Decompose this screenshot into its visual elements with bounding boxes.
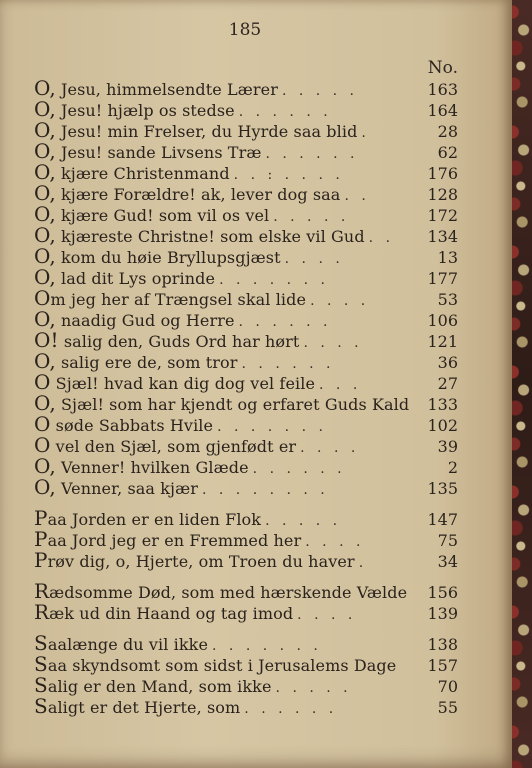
hymn-number: 133	[427, 395, 458, 414]
hymn-number: 121	[427, 332, 458, 351]
index-entry-row	[34, 414, 458, 435]
dot-leader: . . . . .	[275, 680, 352, 696]
dot-leader: . . . . . .	[241, 356, 335, 372]
dot-leader: . . . . . . .	[217, 419, 327, 435]
hymn-number: 134	[427, 227, 458, 246]
hymn-title: O, kjære Forældre! ak, lever dog saa	[34, 181, 341, 205]
hymn-title: O Sjæl! hvad kan dig dog vel feile	[34, 370, 316, 394]
hymn-number: 172	[427, 206, 458, 225]
index-entry-row	[34, 267, 458, 288]
dot-leader: . . . . . .	[252, 461, 346, 477]
index-entry-row	[34, 550, 458, 571]
index-entry-row	[34, 288, 458, 309]
hymn-number: 53	[437, 290, 458, 309]
hymn-title: Rædsomme Død, som med hærskende Vælde	[34, 579, 408, 603]
hymn-number: 138	[427, 635, 458, 654]
index-entry-row	[34, 246, 458, 267]
dot-leader: . . . . . . .	[219, 272, 329, 288]
index-entry-row	[34, 581, 458, 602]
hymn-number: 157	[427, 656, 458, 675]
dot-leader: . . . .	[284, 251, 344, 267]
index-entry-row	[34, 225, 458, 246]
hymn-title: Paa Jord jeg er en Fremmed her	[34, 527, 302, 551]
hymn-title: O søde Sabbats Hvile	[34, 412, 214, 436]
hymn-title: O, kjære Gud! som vil os vel	[34, 202, 270, 226]
index-entry-row	[34, 99, 458, 120]
hymn-title: O, Jesu! min Frelser, du Hyrde saa blid	[34, 118, 358, 142]
dot-leader: . . . . . .	[238, 314, 332, 330]
dot-leader: . . . . .	[281, 83, 359, 99]
index-entry-row	[34, 309, 458, 330]
dot-leader: . . . . .	[273, 209, 350, 225]
index-entry-row	[34, 204, 458, 225]
dot-leader: . . .	[319, 377, 362, 393]
dot-leader: .	[358, 555, 368, 571]
index-entry-row	[34, 393, 458, 414]
index-entry-row	[34, 141, 458, 162]
index-entry-row	[34, 508, 458, 529]
hymn-title: Paa Jorden er en liden Flok	[34, 506, 262, 530]
hymn-title: O, Jesu! sande Livsens Træ	[34, 139, 262, 163]
dot-leader: . . . . . .	[238, 104, 332, 120]
hymn-title: O, lad dit Lys oprinde	[34, 265, 216, 289]
dot-leader: . . . .	[303, 335, 363, 351]
hymn-title: Saligt er det Hjerte, som	[34, 694, 241, 718]
index-entry-row	[34, 529, 458, 550]
index-entry-row	[34, 696, 458, 717]
hymn-number: 128	[427, 185, 458, 204]
hymn-title: O, Jesu! hjælp os stedse	[34, 97, 235, 121]
dot-leader: . . . . . . . .	[202, 482, 329, 498]
page-number: 185	[228, 20, 262, 40]
index-entry-row	[34, 654, 458, 675]
dot-leader: . . . . .	[265, 513, 342, 529]
dot-leader: . . : . . . .	[233, 167, 344, 183]
hymn-number: 164	[427, 101, 458, 120]
index-entry-row	[34, 183, 458, 204]
hymn-title: O, kom du høie Bryllupsgjæst	[34, 244, 281, 268]
hymn-number: 177	[427, 269, 458, 288]
dot-leader: . . . . . .	[265, 146, 359, 162]
hymn-number: 75	[437, 531, 458, 550]
hymn-number: 34	[437, 552, 458, 571]
index-entry-row	[34, 477, 458, 498]
hymn-title: O! salig den, Guds Ord har hørt	[34, 328, 300, 352]
hymn-number: 70	[437, 677, 458, 696]
index-entry-row	[34, 435, 458, 456]
index-entry-row	[34, 456, 458, 477]
index-entry-row	[34, 120, 458, 141]
hymn-title: Salig er den Mand, som ikke	[34, 673, 272, 697]
hymn-title: O, kjære Christenmand	[34, 160, 230, 184]
index-entry-row	[34, 372, 458, 393]
dot-leader: . . . .	[305, 534, 365, 550]
hymn-title: Om jeg her af Trængsel skal lide	[34, 286, 307, 310]
hymn-number: 62	[437, 143, 458, 162]
dot-leader: . . . . . . .	[212, 638, 322, 654]
hymn-title: O, Jesu, himmelsendte Lærer	[34, 76, 278, 100]
index-entry-row	[34, 675, 458, 696]
hymn-number: 156	[427, 583, 458, 602]
hymn-number: 106	[427, 311, 458, 330]
index-entry-row	[34, 78, 458, 99]
dot-leader: . . . .	[297, 607, 357, 623]
dot-leader: . .	[368, 230, 395, 246]
hymn-title: O, Sjæl! som har kjendt og erfaret Guds Kald	[34, 391, 410, 415]
dot-leader: . . . . . .	[244, 701, 338, 717]
dot-leader: . .	[344, 188, 370, 204]
index-entry-row	[34, 351, 458, 372]
index-entry-row	[34, 602, 458, 623]
hymn-title: O, kjæreste Christne! som elske vil Gud	[34, 223, 365, 247]
index-entry-row	[34, 330, 458, 351]
hymn-title: O, salig ere de, som tror	[34, 349, 238, 373]
index-entry-row	[34, 633, 458, 654]
index-entry-row	[34, 162, 458, 183]
hymn-title: Saa skyndsomt som sidst i Jerusalems Dage	[34, 652, 397, 676]
hymn-number: 36	[437, 353, 458, 372]
hymn-number: 13	[437, 248, 458, 267]
hymn-number: 135	[427, 479, 458, 498]
hymn-number: 176	[427, 164, 458, 183]
hymn-number: 27	[437, 374, 458, 393]
hymn-number: 2	[447, 458, 458, 477]
dot-leader: .	[361, 125, 370, 141]
hymn-number: 163	[427, 80, 458, 99]
hymn-title: O vel den Sjæl, som gjenfødt er	[34, 433, 297, 457]
dot-leader: . . . .	[310, 293, 370, 309]
hymn-number: 55	[437, 698, 458, 717]
hymn-title: O, Venner, saa kjær	[34, 475, 198, 499]
column-header-number: No.	[427, 58, 458, 78]
hymn-title: O, naadig Gud og Herre	[34, 307, 235, 331]
hymn-title: Saalænge du vil ikke	[34, 631, 209, 655]
hymn-number: 147	[427, 510, 458, 529]
hymn-title: Ræk ud din Haand og tag imod	[34, 600, 294, 624]
hymn-number: 102	[427, 416, 458, 435]
dot-leader: . . . .	[300, 440, 360, 456]
hymn-number: 139	[427, 604, 458, 623]
hymn-title: Prøv dig, o, Hjerte, om Troen du haver	[34, 548, 355, 572]
hymn-title: O, Venner! hvilken Glæde	[34, 454, 249, 478]
hymn-number: 39	[437, 437, 458, 456]
hymn-number: 28	[437, 122, 458, 141]
